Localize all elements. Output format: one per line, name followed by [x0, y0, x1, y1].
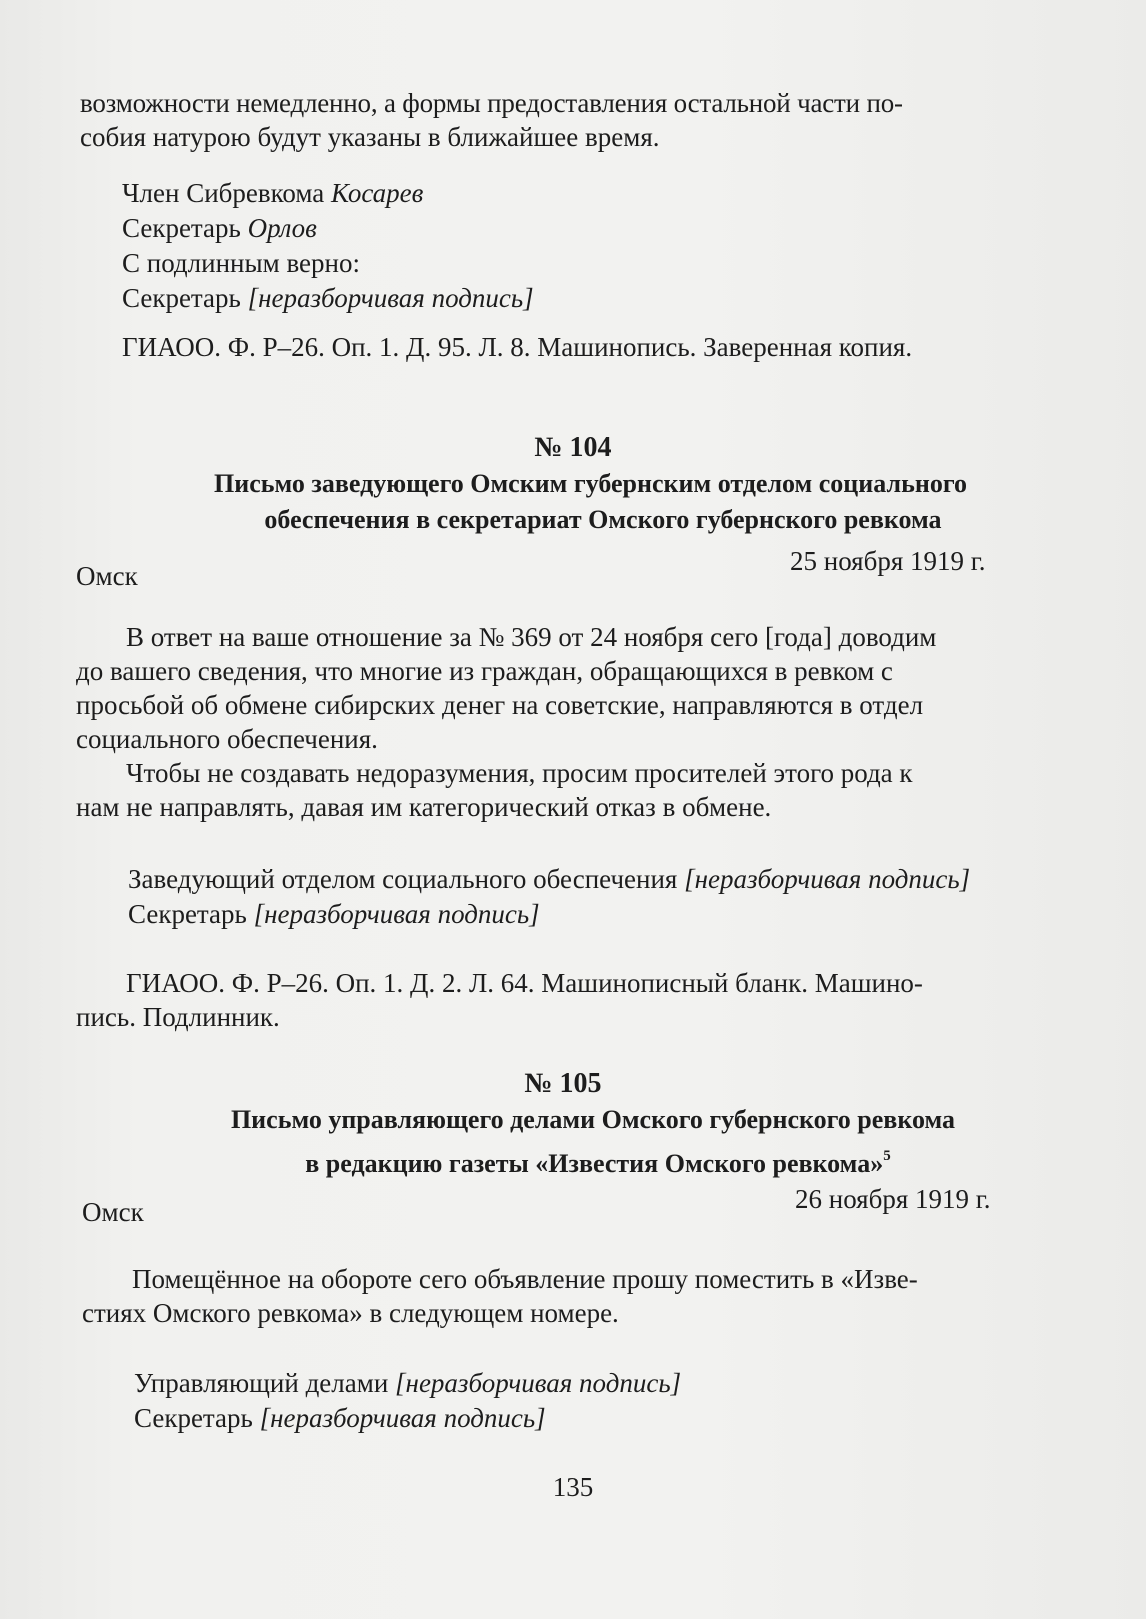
text-line: Помещённое на обороте сего объявление прошу поместить в «Изве-: [132, 1264, 918, 1294]
archive-source: ГИАОО. Ф. Р–26. Оп. 1. Д. 95. Л. 8. Машинопись. Заверенная копия.: [122, 332, 913, 362]
signature-line: [122, 281, 534, 316]
text-line: ГИАОО. Ф. Р–26. Оп. 1. Д. 2. Л. 64. Машинописный бланк. Машино-: [126, 968, 923, 998]
letter-signatures: [134, 1366, 681, 1436]
signature-note: [неразборчивая подпись]: [684, 864, 971, 894]
document-place: Омск: [82, 1197, 144, 1227]
title-line: [50, 1138, 1146, 1182]
document-number: № 105: [524, 1068, 602, 1099]
letter-signatures: [128, 862, 970, 932]
letter-body: [0, 620, 1146, 824]
signature-line: [134, 1366, 681, 1401]
signature-note: [неразборчивая подпись]: [395, 1368, 682, 1398]
text-line: до вашего сведения, что многие из граждан, обращающихся в ревком с: [76, 656, 893, 686]
signature-name: Косарев: [331, 178, 424, 208]
text-line: социального обеспечения.: [76, 724, 378, 754]
title-line: Письмо управляющего делами Омского губернского ревкома: [230, 1105, 956, 1134]
text-line: стиях Омского ревкома» в следующем номере.: [82, 1298, 619, 1328]
document-title: [0, 466, 1146, 538]
signature-note: [неразборчивая подпись]: [253, 899, 540, 929]
signature-line: [122, 176, 534, 211]
archive-source: [0, 966, 1146, 1034]
document-number: № 104: [534, 432, 612, 463]
signature-role: Секретарь: [128, 899, 247, 929]
title-line: Письмо заведующего Омским губернским отделом социального: [214, 469, 967, 498]
text-line: нам не направлять, давая им категорический отказ в обмене.: [76, 792, 772, 822]
document-date: 25 ноября 1919 г.: [790, 546, 986, 576]
footnote-mark: 5: [883, 1148, 891, 1164]
text-line: собия натурою будут указаны в ближайшее время.: [80, 122, 660, 152]
letter-body: [0, 1262, 1146, 1330]
text-line: просьбой об обмене сибирских денег на советские, направляются в отдел: [76, 690, 924, 720]
signature-line: [128, 897, 970, 932]
signature-line: [122, 211, 534, 246]
intro-signatures: [122, 176, 534, 316]
document-date: 26 ноября 1919 г.: [795, 1184, 991, 1214]
text-line: возможности немедленно, а формы предоставления остальной части по-: [80, 88, 903, 118]
signature-note: [неразборчивая подпись]: [259, 1403, 546, 1433]
signature-role: Заведующий отделом социального обеспечения: [128, 864, 678, 894]
certified-line: С подлинным верно:: [122, 248, 360, 278]
signature-role: Секретарь: [122, 213, 241, 243]
signature-note: [неразборчивая подпись]: [247, 283, 534, 313]
document-title: [0, 1102, 1146, 1182]
intro-paragraph: [0, 86, 1146, 154]
signature-name: Орлов: [247, 213, 317, 243]
text-line: пись. Подлинник.: [76, 1002, 280, 1032]
signature-role: Секретарь: [134, 1403, 253, 1433]
document-place: Омск: [76, 561, 138, 591]
text-line: Чтобы не создавать недоразумения, просим просителей этого рода к: [126, 758, 913, 788]
title-line: обеспечения в секретариат Омского губернского ревкома: [264, 505, 942, 534]
title-text: в редакцию газеты «Известия Омского ревкома»: [305, 1149, 884, 1178]
page-number: 135: [552, 1472, 594, 1502]
signature-line: [128, 862, 970, 897]
text-line: В ответ на ваше отношение за № 369 от 24 ноября сего [года] доводим: [126, 622, 937, 652]
signature-line: [134, 1401, 681, 1436]
signature-role: Член Сибревкома: [122, 178, 325, 208]
signature-role: Секретарь: [122, 283, 241, 313]
signature-role: Управляющий делами: [134, 1368, 389, 1398]
